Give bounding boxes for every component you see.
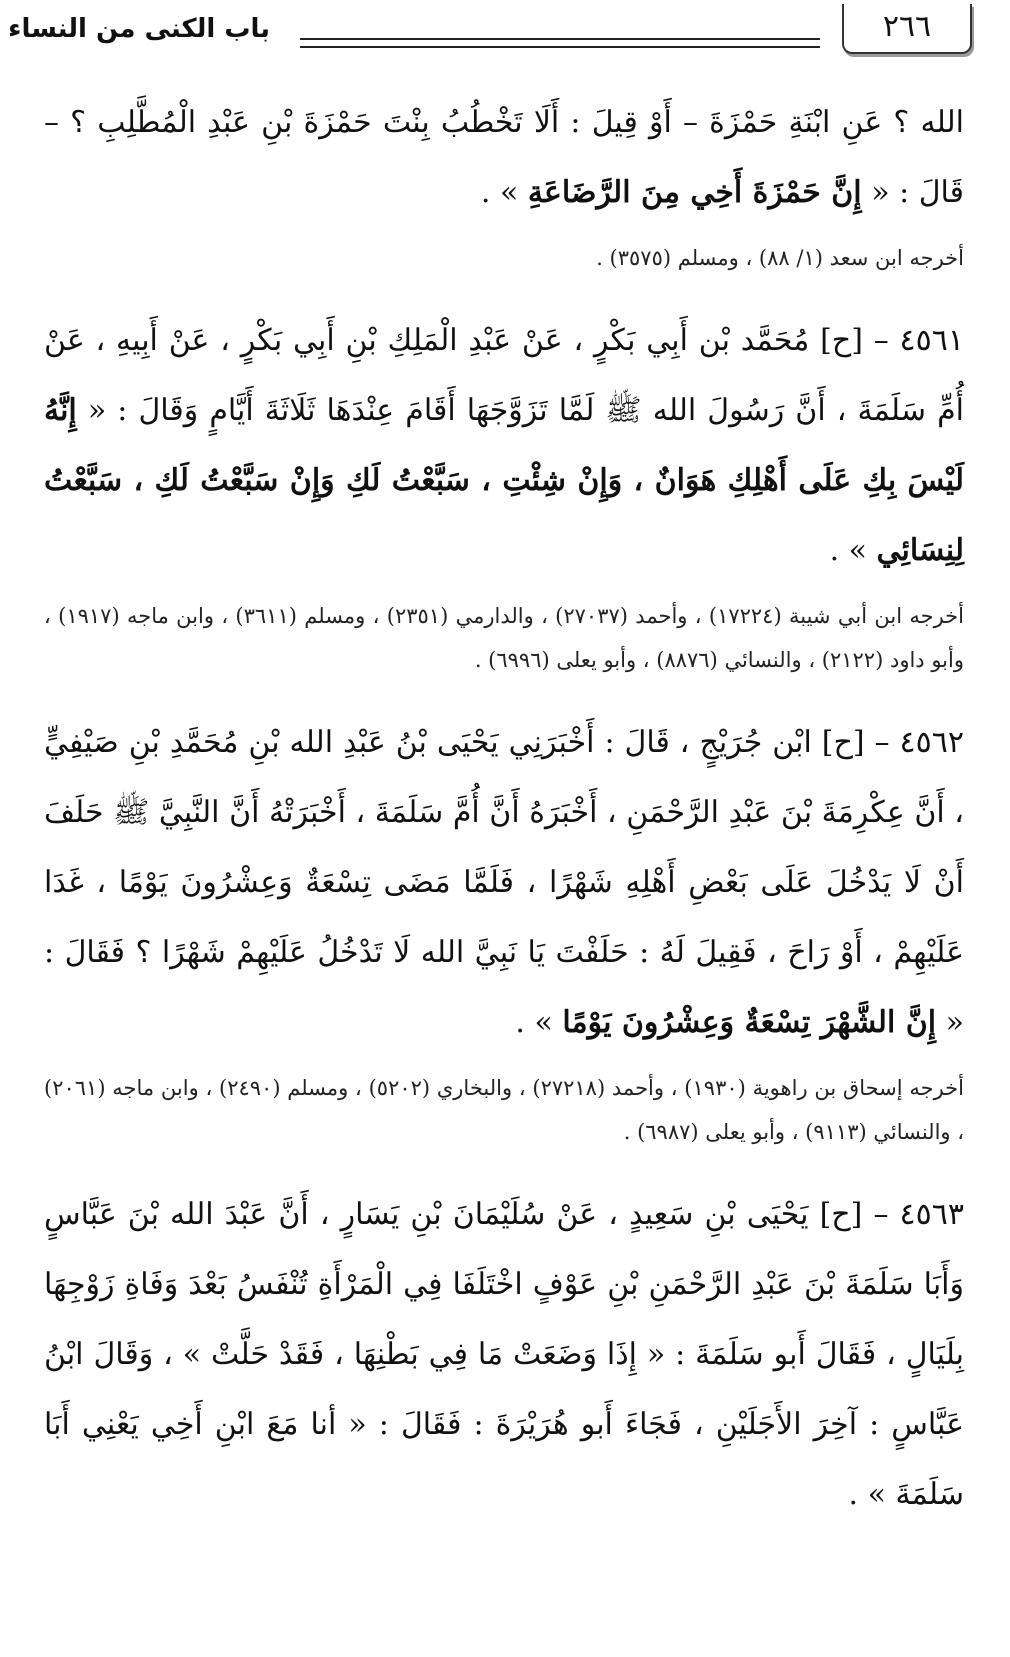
hadith-text: يَحْيَى بْنِ سَعِيدٍ ، عَنْ سُلَيْمَانَ بْنِ يَسَارٍ ، أَنَّ عَبْدَ الله بْنَ عَبَّاسٍ وَأَبَا سَلَمَةَ بْنَ عَبْدِ الرَّحْمَنِ بْنِ عَوْفٍ اخْتَلَفَا فِي الْمَرْأَةِ تُنْفَسُ بَعْدَ وَفَاةِ زَوْجِهَا بِلَيَالٍ ، فَقَالَ أَبو سَلَمَةَ : « إِذَا وَضَعَتْ مَا فِي بَطْنِهَا ، فَقَدْ حَلَّتْ » ، وَقَالَ ابْنُ عَبَّاسٍ : آخِرَ الأَجَلَيْنِ ، فَجَاءَ أَبو هُرَيْرَةَ : فَقَالَ : « أنا مَعَ ابْنِ أَخِي يَعْنِي أَبَا سَلَمَةَ » . [44, 1197, 964, 1512]
hadith-quote-bold: إِنَّهُ لَيْسَ بِكِ عَلَى أَهْلِكِ هَوَانٌ ، وَإِنْ شِئْتِ ، سَبَّعْتُ لَكِ وَإِنْ سَبَّعْتُ لَكِ ، سَبَّعْتُ لِنِسَائِي [44, 393, 964, 568]
hadith-tail: » . [829, 533, 867, 568]
hadith-4562: ٤٥٦٢ – [ح] ابْن جُرَيْجٍ ، قَالَ : أَخْبَرَنِي يَحْيَى بْنُ عَبْدِ الله بْنِ مُحَمَّدِ بْنِ صَيْفِيٍّ ، أَنَّ عِكْرِمَةَ بْنَ عَبْدِ الرَّحْمَنِ ، أَخْبَرَهُ أَنَّ أُمَّ سَلَمَةَ ، أَخْبَرَتْهُ أَنَّ النَّبِيَّ ﷺ حَلَفَ أَنْ لَا يَدْخُلَ عَلَى بَعْضِ أَهْلِهِ شَهْرًا ، فَلَمَّا مَضَى تِسْعَةٌ وَعِشْرُونَ يَوْمًا ، غَدَا عَلَيْهِمْ ، أَوْ رَاحَ ، فَقِيلَ لَهُ : حَلَفْتَ يَا نَبِيَّ الله لَا تَدْخُلُ عَلَيْهِمْ شَهْرًا ؟ فَقَالَ : « إِنَّ الشَّهْرَ تِسْعَةٌ وَعِشْرُونَ يَوْمًا » . [44, 725, 964, 1040]
takhrij-note: أخرجه إسحاق بن راهوية (١٩٣٠) ، وأحمد (٢٧٢١٨) ، والبخاري (٥٢٠٢) ، ومسلم (٢٤٩٠) ، وابن ماجه (٢٠٦١) ، والنسائي (٩١١٣) ، وأبو يعلى (٦٩٨٧) . [44, 1076, 964, 1144]
hadith-number: ٤٥٦٢ [899, 725, 964, 760]
hadith-quote-bold: إِنَّ الشَّهْرَ تِسْعَةٌ وَعِشْرُونَ يَوْمًا [562, 1005, 937, 1040]
hadith-text: مُحَمَّد بْن أَبِي بَكْرٍ ، عَنْ عَبْدِ الْمَلِكِ بْنِ أَبِي بَكْرٍ ، عَنْ أَبِيهِ ، عَنْ أُمِّ سَلَمَةَ ، أَنَّ رَسُولَ الله ﷺ لَمَّا تَزَوَّجَهَا أَقَامَ عِنْدَهَا ثَلَاثَةَ أَيَّامٍ وَقَالَ : « [44, 323, 964, 428]
takhrij-note: أخرجه ابن سعد (١/ ٨٨) ، ومسلم (٣٥٧٥) . [596, 246, 964, 270]
hadith-marker: [ح] [820, 323, 863, 358]
running-title: باب الكنى من النساء [8, 14, 270, 44]
hadith-marker: [ح] [821, 725, 865, 760]
hadith-continuation [44, 88, 964, 228]
takhrij-note: أخرجه ابن أبي شيبة (١٧٢٢٤) ، وأحمد (٢٧٠٣٧) ، والدارمي (٢٣٥١) ، ومسلم (٣٦١١) ، وابن ماجه (١٩١٧) ، وأبو داود (٢١٢٢) ، والنسائي (٨٨٧٦) ، وأبو يعلى (٦٩٩٦) . [44, 604, 964, 672]
page-header [0, 0, 1010, 70]
hadith-tail: » . [515, 1005, 553, 1040]
hadith-tail: » . [480, 175, 519, 210]
hadith-text: ابْن جُرَيْجٍ ، قَالَ : أَخْبَرَنِي يَحْيَى بْنُ عَبْدِ الله بْنِ مُحَمَّدِ بْنِ صَيْفِيٍّ ، أَنَّ عِكْرِمَةَ بْنَ عَبْدِ الرَّحْمَنِ ، أَخْبَرَهُ أَنَّ أُمَّ سَلَمَةَ ، أَخْبَرَتْهُ أَنَّ النَّبِيَّ ﷺ حَلَفَ أَنْ لَا يَدْخُلَ عَلَى بَعْضِ أَهْلِهِ شَهْرًا ، فَلَمَّا مَضَى تِسْعَةٌ وَعِشْرُونَ يَوْمًا ، غَدَا عَلَيْهِمْ ، أَوْ رَاحَ ، فَقِيلَ لَهُ : حَلَفْتَ يَا نَبِيَّ الله لَا تَدْخُلُ عَلَيْهِمْ شَهْرًا ؟ فَقَالَ : « [44, 725, 964, 1040]
hadith-4563: ٤٥٦٣ – [ح] يَحْيَى بْنِ سَعِيدٍ ، عَنْ سُلَيْمَانَ بْنِ يَسَارٍ ، أَنَّ عَبْدَ الله بْنَ عَبَّاسٍ وَأَبَا سَلَمَةَ بْنَ عَبْدِ الرَّحْمَنِ بْنِ عَوْفٍ اخْتَلَفَا فِي الْمَرْأَةِ تُنْفَسُ بَعْدَ وَفَاةِ زَوْجِهَا بِلَيَالٍ ، فَقَالَ أَبو سَلَمَةَ : « إِذَا وَضَعَتْ مَا فِي بَطْنِهَا ، فَقَدْ حَلَّتْ » ، وَقَالَ ابْنُ عَبَّاسٍ : آخِرَ الأَجَلَيْنِ ، فَجَاءَ أَبو هُرَيْرَةَ : فَقَالَ : « أنا مَعَ ابْنِ أَخِي يَعْنِي أَبَا سَلَمَةَ » . [44, 1197, 964, 1512]
page-content [44, 88, 964, 1530]
hadith-quote-bold: إِنَّ حَمْزَةَ أَخِي مِنَ الرَّضَاعَةِ [527, 175, 862, 210]
page-number: ٢٦٦ [842, 4, 972, 54]
hadith-number: ٤٥٦١ [899, 323, 964, 358]
hadith-number: ٤٥٦٣ [899, 1197, 964, 1232]
hadith-text: الله ؟ عَنِ ابْنَةِ حَمْزَةَ – أَوْ قِيلَ : أَلَا تَخْطُبُ بِنْتَ حَمْزَةَ بْنِ عَبْدِ الْمُطَّلِبِ ؟ – قَالَ : « [44, 105, 964, 210]
hadith-4561: ٤٥٦١ – [ح] مُحَمَّد بْن أَبِي بَكْرٍ ، عَنْ عَبْدِ الْمَلِكِ بْنِ أَبِي بَكْرٍ ، عَنْ أَبِيهِ ، عَنْ أُمِّ سَلَمَةَ ، أَنَّ رَسُولَ الله ﷺ لَمَّا تَزَوَّجَهَا أَقَامَ عِنْدَهَا ثَلَاثَةَ أَيَّامٍ وَقَالَ : « إِنَّهُ لَيْسَ بِكِ عَلَى أَهْلِكِ هَوَانٌ ، وَإِنْ شِئْتِ ، سَبَّعْتُ لَكِ وَإِنْ سَبَّعْتُ لَكِ ، سَبَّعْتُ لِنِسَائِي » . [44, 323, 964, 568]
header-rule [300, 38, 820, 48]
hadith-marker: [ح] [819, 1197, 863, 1232]
